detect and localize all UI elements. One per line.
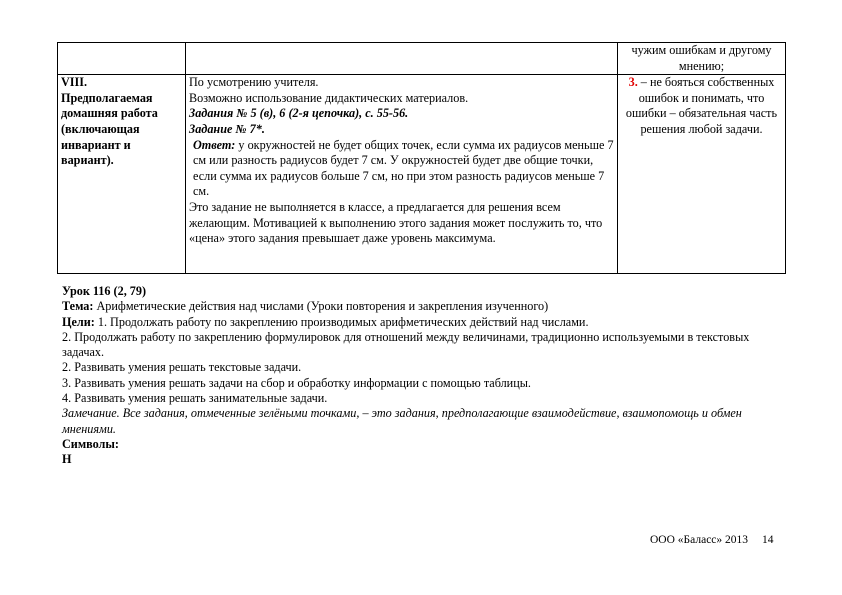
page-footer — [650, 534, 774, 546]
cell-content-empty — [186, 43, 618, 75]
answer-text: у окружностей не будет общих точек, если сумма их радиусов меньше 7 см или разность радиусов будет 7 см. У окружностей будет две общие точки, если сумма их радиусов больше 7 см, но при этом разность радиусов меньше 7 см. — [193, 137, 614, 199]
homework-note: Это задание не выполняется в классе, а предлагается для решения всем желающим. Мотивацией к выполнению этого задания может послужить то, что «цена» этого задания превышает даже уровень максимума. — [189, 199, 603, 246]
lesson-theme — [62, 299, 786, 314]
cell-uud-homework — [618, 75, 786, 274]
homework-line-1: По усмотрению учителя. — [189, 75, 319, 90]
goal-item: 2. Развивать умения решать текстовые задачи. — [62, 360, 302, 375]
cell-homework-content — [186, 75, 618, 274]
table-row-continuation — [58, 43, 786, 75]
answer-label: Ответ: — [193, 137, 236, 152]
lesson-title: Урок 116 (2, 79) — [62, 284, 147, 298]
homework-answer — [189, 138, 614, 200]
homework-task-star: Задание № 7*. — [189, 121, 265, 136]
lesson-goals-first — [62, 315, 786, 330]
goal-item: 3. Развивать умения решать задачи на сбор и обработку информации с помощью таблицы. — [62, 375, 531, 390]
goals-label: Цели: — [62, 314, 95, 329]
stage-roman-numeral: VIII. — [61, 75, 88, 90]
goal-1: 1. Продолжать работу по закреплению производимых арифметических действий над числами. — [94, 314, 589, 329]
cell-stage-empty — [58, 43, 186, 75]
homework-line-2: Возможно использование дидактических материалов. — [189, 90, 469, 105]
footer-page-number: 14 — [762, 534, 774, 546]
homework-tasks-ref: Задания № 5 (в), 6 (2-я цепочка), с. 55-56. — [189, 106, 409, 121]
lesson-description — [62, 284, 786, 468]
goal-item: 4. Развивать умения решать занимательные задачи. — [62, 391, 328, 406]
table-row-homework — [58, 75, 786, 274]
cell-stage-homework — [58, 75, 186, 274]
goal-item: 2. Продолжать работу по закреплению формулировок для отношений между величинами, традиционно используемыми в текстовых задачах. — [62, 329, 750, 360]
footer-publisher: ООО «Баласс» 2013 — [650, 534, 749, 546]
lesson-remark: Замечание. Все задания, отмеченные зелёными точками, – это задания, предполагающие взаимодействие, взаимопомощь и обмен мнениями. — [62, 406, 742, 436]
cell-uud-continuation: чужим ошибкам и другому мнению; — [618, 43, 786, 75]
uud-text: – не бояться собственных ошибок и понимать, что ошибки – обязательная часть решения любой задачи. — [625, 75, 778, 136]
uud-number: 3. — [628, 75, 638, 90]
symbols-label: Символы: — [62, 436, 119, 451]
stage-title: Предполагаемая домашняя работа (включающая инвариант и вариант). — [61, 90, 158, 168]
theme-text: Арифметические действия над числами (Уроки повторения и закрепления изученного) — [93, 299, 549, 314]
theme-label: Тема: — [62, 299, 94, 314]
lesson-plan-table — [57, 42, 786, 274]
symbol-n: Н — [62, 452, 72, 467]
